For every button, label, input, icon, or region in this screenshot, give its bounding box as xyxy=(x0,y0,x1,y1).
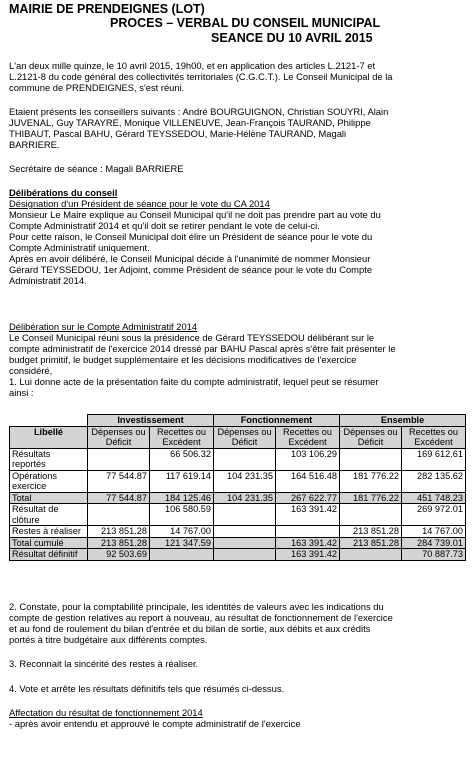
ens-depenses-cell xyxy=(340,549,402,561)
text-line: Compte Administratif uniquement. xyxy=(9,242,150,253)
fonc-recettes-cell: 103 106.29 xyxy=(276,448,340,470)
proces-verbal-title: PROCES – VERBAL DU CONSEIL MUNICIPAL xyxy=(110,16,381,30)
fonc-recettes-cell: 163 391.42 xyxy=(276,549,340,561)
fonc-recettes-cell: 163 391.42 xyxy=(276,504,340,526)
mairie-title: MAIRIE DE PRENDEIGNES (LOT) xyxy=(9,2,205,16)
text-line: Monsieur Le Maire explique au Conseil Municipal qu'il ne doit pas prendre part au vote du xyxy=(9,209,381,220)
table-corner xyxy=(10,415,88,427)
text-line: ainsi : xyxy=(9,387,34,398)
ens-depenses-cell xyxy=(340,504,402,526)
row-label: Total xyxy=(10,492,88,504)
text-line: Etaient présents les conseillers suivants : André BOURGUIGNON, Christian SOUYRI, Alain xyxy=(9,106,389,117)
inv-recettes-cell xyxy=(150,549,214,561)
table-sub-header-row xyxy=(10,426,466,448)
point3-line: 3. Reconnait la sincérité des restes à réaliser. xyxy=(9,658,199,669)
row-total xyxy=(10,492,466,504)
row-label: Total cumulé xyxy=(10,537,88,549)
compte-administratif-table xyxy=(9,414,466,561)
ens-recettes-cell: 14 767.00 xyxy=(402,526,466,538)
recettes-header: Recettes ou Excédent xyxy=(402,426,466,448)
fonc-depenses-cell xyxy=(214,448,276,470)
row-label: Résultats reportés xyxy=(10,448,88,470)
text-line: 1. Lui donne acte de la présentation faite du compte administratif, lequel peut se résumer xyxy=(9,376,379,387)
inv-depenses-cell: 77 544.87 xyxy=(88,470,150,492)
ens-recettes-cell: 70 887.73 xyxy=(402,549,466,561)
text-line: commune de PRENDEIGNES, s'est réuni. xyxy=(9,82,185,93)
row-total-cumule xyxy=(10,537,466,549)
inv-recettes-cell: 106 580.59 xyxy=(150,504,214,526)
ens-recettes-cell: 169 612.61 xyxy=(402,448,466,470)
text-line: budget primitif, le budget supplémentaire et les décisions modificatives de l'exercice xyxy=(9,354,357,365)
group-fonctionnement: Fonctionnement xyxy=(214,415,340,427)
ens-recettes-cell: 451 748.23 xyxy=(402,492,466,504)
seance-date-title: SEANCE DU 10 AVRIL 2015 xyxy=(211,31,373,45)
fonc-depenses-cell: 104 231.35 xyxy=(214,492,276,504)
fonc-depenses-cell xyxy=(214,537,276,549)
text-line: Pour cette raison, le Conseil Municipal doit élire un Président de séance pour le vote du xyxy=(9,231,373,242)
row-resultat-cloture xyxy=(10,504,466,526)
fonc-depenses-cell xyxy=(214,504,276,526)
depenses-header: Dépenses ou Déficit xyxy=(214,426,276,448)
text-line: compte administratif de l'exercice 2014 dressé par BAHU Pascal après s'être fait présenter le xyxy=(9,343,396,354)
fonc-recettes-cell: 164 516.48 xyxy=(276,470,340,492)
ens-depenses-cell: 213 851.28 xyxy=(340,537,402,549)
row-label: Restes à réaliser xyxy=(10,526,88,538)
row-restes-realiser xyxy=(10,526,466,538)
inv-recettes-cell: 66 506.32 xyxy=(150,448,214,470)
text-line: THIBAUT, Pascal BAHU, Gérard TEYSSEDOU, Marie-Hélène TAURAND, Magali xyxy=(9,128,347,139)
ens-depenses-cell: 213 851.28 xyxy=(340,526,402,538)
text-line: Compte Administratif 2014 et qu'il doit se retirer pendant le vote de celui-ci. xyxy=(9,220,320,231)
section-heading: Délibération sur le Compte Administratif 2014 xyxy=(9,321,198,332)
section-heading: Désignation d'un Président de séance pour le vote du CA 2014 xyxy=(9,198,270,209)
inv-depenses-cell: 213 851.28 xyxy=(88,537,150,549)
fonc-recettes-cell xyxy=(276,526,340,538)
ens-recettes-cell: 284 739.01 xyxy=(402,537,466,549)
inv-depenses-cell: 77 544.87 xyxy=(88,492,150,504)
text-line: BARRIERE. xyxy=(9,139,60,150)
row-resultats-reportes xyxy=(10,448,466,470)
point4-line: 4. Vote et arrête les résultats définitifs tels que résumés ci-dessus. xyxy=(9,683,285,694)
group-investissement: Investissement xyxy=(88,415,214,427)
table-body xyxy=(10,448,466,560)
secretary-line: Secrétaire de séance : Magali BARRIERE xyxy=(9,163,184,174)
text-line: considéré, xyxy=(9,365,53,376)
row-operations-exercice xyxy=(10,470,466,492)
row-label: Résultat définitif xyxy=(10,549,88,561)
section-heading: Affectation du résultat de fonctionnement 2014 xyxy=(9,707,203,718)
text-line: 2. Constate, pour la comptabilité principale, les identités de valeurs avec les indications du xyxy=(9,601,384,612)
text-line: L'an deux mille quinze, le 10 avril 2015, 19h00, et en application des articles L.2121-7 et xyxy=(9,60,376,71)
inv-depenses-cell: 213 851.28 xyxy=(88,526,150,538)
ens-depenses-cell: 181 776.22 xyxy=(340,470,402,492)
text-line: portés à titre budgétaire aux différents comptes. xyxy=(9,634,208,645)
depenses-header: Dépenses ou Déficit xyxy=(340,426,402,448)
ens-depenses-cell xyxy=(340,448,402,470)
text-line: Après en avoir délibéré, le Conseil Municipal décide à l'unanimité de nommer Monsieur xyxy=(9,253,371,264)
row-label: Opérations exercice xyxy=(10,470,88,492)
fonc-depenses-cell: 104 231.35 xyxy=(214,470,276,492)
text-line: et au fond de roulement du bilan d'entrée et du bilan de sortie, aux débits et aux crédits xyxy=(9,623,371,634)
fonc-depenses-cell xyxy=(214,549,276,561)
label-header: Libellé xyxy=(10,426,88,448)
text-line: - après avoir entendu et approuvé le compte administratif de l'exercice xyxy=(9,718,301,729)
fonc-depenses-cell xyxy=(214,526,276,538)
inv-recettes-cell: 121 347.59 xyxy=(150,537,214,549)
inv-recettes-cell: 117 619.14 xyxy=(150,470,214,492)
deliberations-heading: Délibérations du conseil xyxy=(9,187,118,198)
row-resultat-definitif xyxy=(10,549,466,561)
text-line: compte de gestion relatives au report à nouveau, au résultat de fonctionnement de l'exercice xyxy=(9,612,393,623)
inv-depenses-cell xyxy=(88,448,150,470)
table-group-header-row xyxy=(10,415,466,427)
text-line: Le Conseil Municipal réuni sous la présidence de Gérard TEYSSEDOU délibérant sur le xyxy=(9,332,375,343)
ens-depenses-cell: 181 776.22 xyxy=(340,492,402,504)
fonc-recettes-cell: 163 391.42 xyxy=(276,537,340,549)
recettes-header: Recettes ou Excédent xyxy=(150,426,214,448)
ens-recettes-cell: 269 972.01 xyxy=(402,504,466,526)
recettes-header: Recettes ou Excédent xyxy=(276,426,340,448)
group-ensemble: Ensemble xyxy=(340,415,466,427)
inv-depenses-cell: 92 503.69 xyxy=(88,549,150,561)
inv-recettes-cell: 184 125.46 xyxy=(150,492,214,504)
text-line: Administratif 2014. xyxy=(9,275,87,286)
inv-recettes-cell: 14 767.00 xyxy=(150,526,214,538)
text-line: JUVENAL, Guy TARAYRE, Monique VILLENEUVE, Jean-François TAURAND, Philippe xyxy=(9,117,371,128)
depenses-header: Dépenses ou Déficit xyxy=(88,426,150,448)
text-line: Gérard TEYSSEDOU, 1er Adjoint, comme Président de séance pour le vote du Compte xyxy=(9,264,373,275)
inv-depenses-cell xyxy=(88,504,150,526)
text-line: L.2121-8 du code général des collectivités territoriales (C.G.C.T.). Le Conseil Municipal de la xyxy=(9,71,393,82)
fonc-recettes-cell: 267 622.77 xyxy=(276,492,340,504)
ens-recettes-cell: 282 135.62 xyxy=(402,470,466,492)
row-label: Résultat de clôture xyxy=(10,504,88,526)
